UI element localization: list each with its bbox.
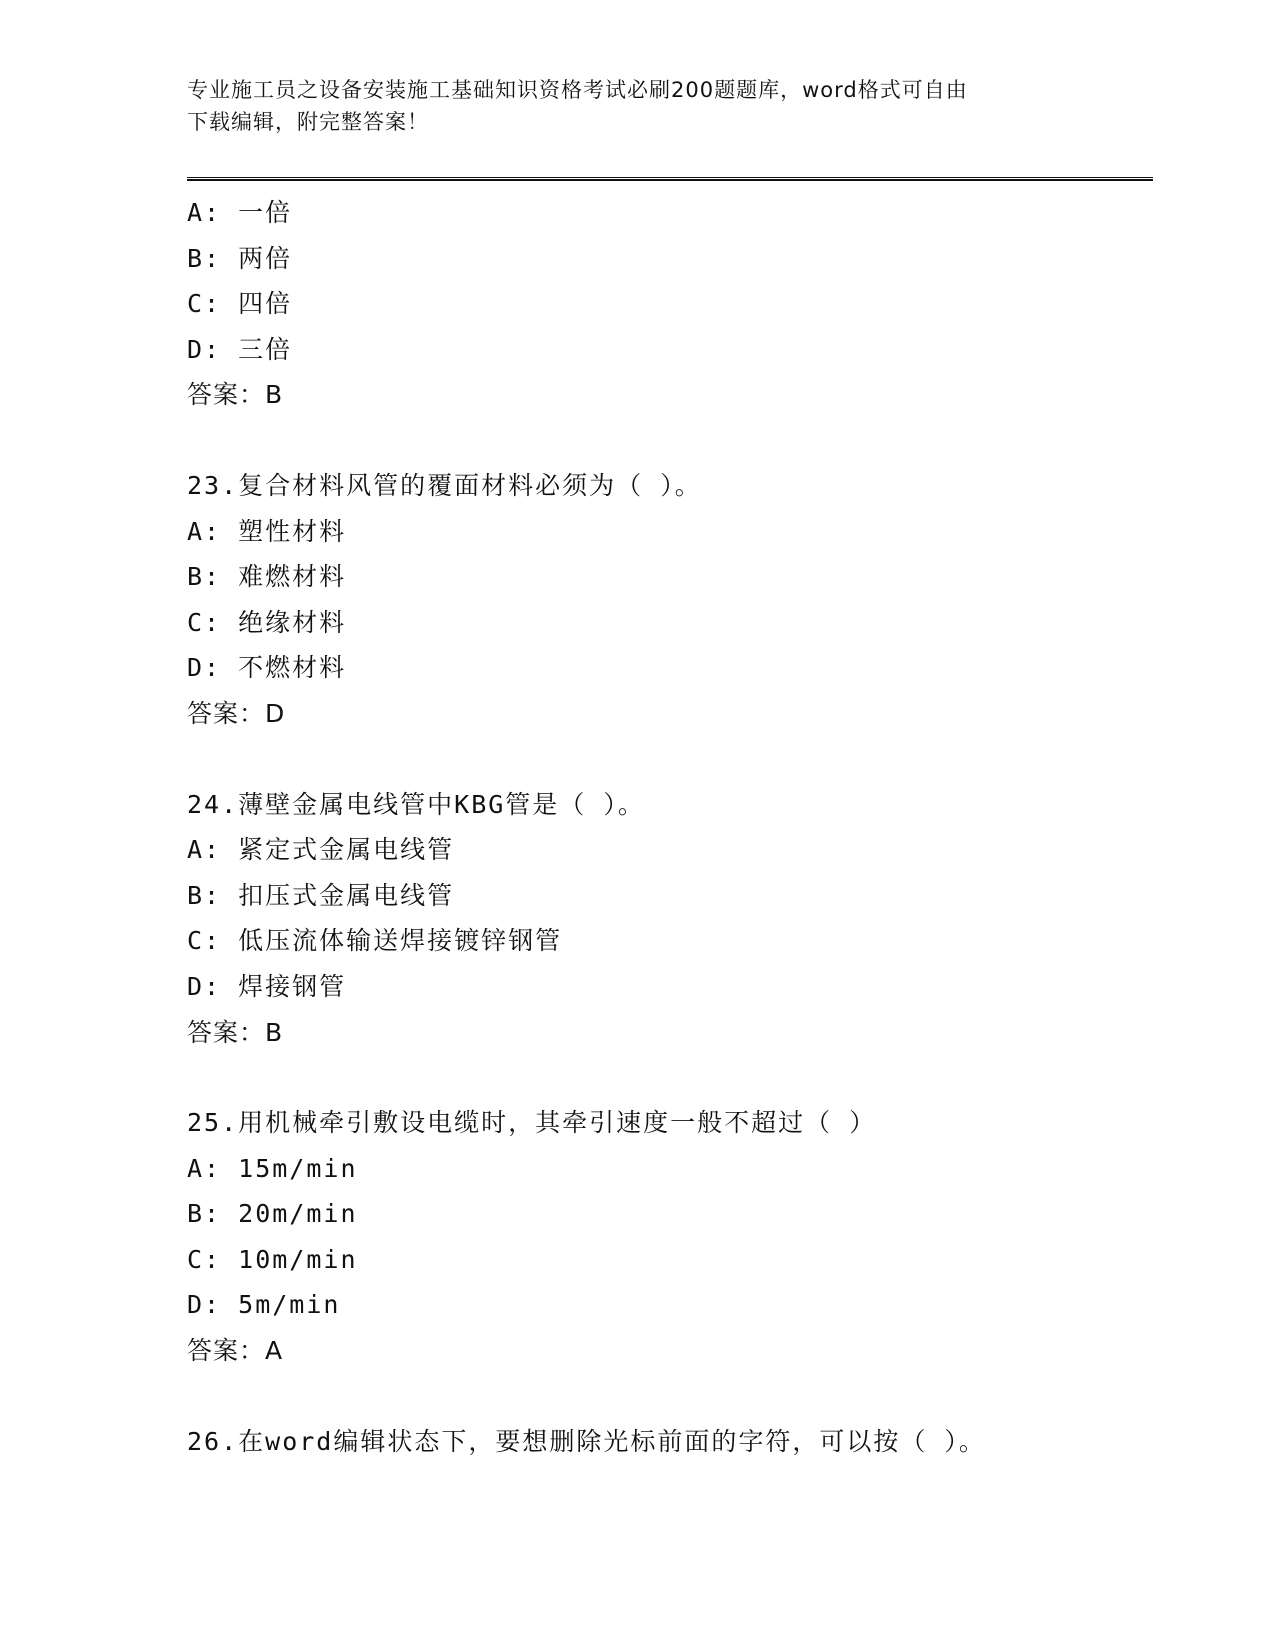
question-stem: 25.用机械牵引敷设电缆时，其牵引速度一般不超过（ ） bbox=[187, 1108, 877, 1138]
answer-line: 答案：D bbox=[187, 698, 286, 728]
question-stem: 24.薄壁金属电线管中KBG管是（ ）。 bbox=[187, 789, 645, 819]
option-d: D: 焊接钢管 bbox=[187, 971, 347, 1001]
option-b: B: 两倍 bbox=[187, 243, 293, 273]
answer-line: 答案：A bbox=[187, 1336, 284, 1366]
option-c: C: 10m/min bbox=[187, 1244, 358, 1274]
header-line-2: 下载编辑，附完整答案！ bbox=[187, 110, 429, 134]
option-c: C: 绝缘材料 bbox=[187, 607, 347, 637]
document-header bbox=[187, 74, 1067, 138]
option-a: A: 紧定式金属电线管 bbox=[187, 835, 455, 865]
header-line-1: 专业施工员之设备安装施工基础知识资格考试必刷200题题库，word格式可自由 bbox=[187, 78, 968, 102]
answer-line: 答案：B bbox=[187, 1017, 284, 1047]
question-stem: 23.复合材料风管的覆面材料必须为（ ）。 bbox=[187, 470, 702, 500]
document-body bbox=[187, 190, 1147, 1464]
option-d: D: 三倍 bbox=[187, 334, 293, 364]
question-24 bbox=[187, 782, 1147, 1056]
option-d: D: 不燃材料 bbox=[187, 653, 347, 683]
option-a: A: 一倍 bbox=[187, 198, 293, 227]
option-a: A: 塑性材料 bbox=[187, 516, 347, 546]
option-a: A: 15m/min bbox=[187, 1153, 358, 1183]
answer-line: 答案：B bbox=[187, 380, 284, 410]
question-25 bbox=[187, 1100, 1147, 1374]
question-stem: 26.在word编辑状态下，要想删除光标前面的字符，可以按（ ）。 bbox=[187, 1426, 986, 1456]
option-c: C: 低压流体输送焊接镀锌钢管 bbox=[187, 926, 563, 956]
option-b: B: 难燃材料 bbox=[187, 562, 347, 592]
question-23 bbox=[187, 463, 1147, 737]
option-d: D: 5m/min bbox=[187, 1290, 341, 1320]
question-26 bbox=[187, 1419, 1147, 1465]
option-b: B: 20m/min bbox=[187, 1199, 358, 1229]
header-divider bbox=[187, 177, 1153, 181]
option-c: C: 四倍 bbox=[187, 289, 293, 319]
option-b: B: 扣压式金属电线管 bbox=[187, 880, 455, 910]
question-22-continued bbox=[187, 190, 1147, 418]
